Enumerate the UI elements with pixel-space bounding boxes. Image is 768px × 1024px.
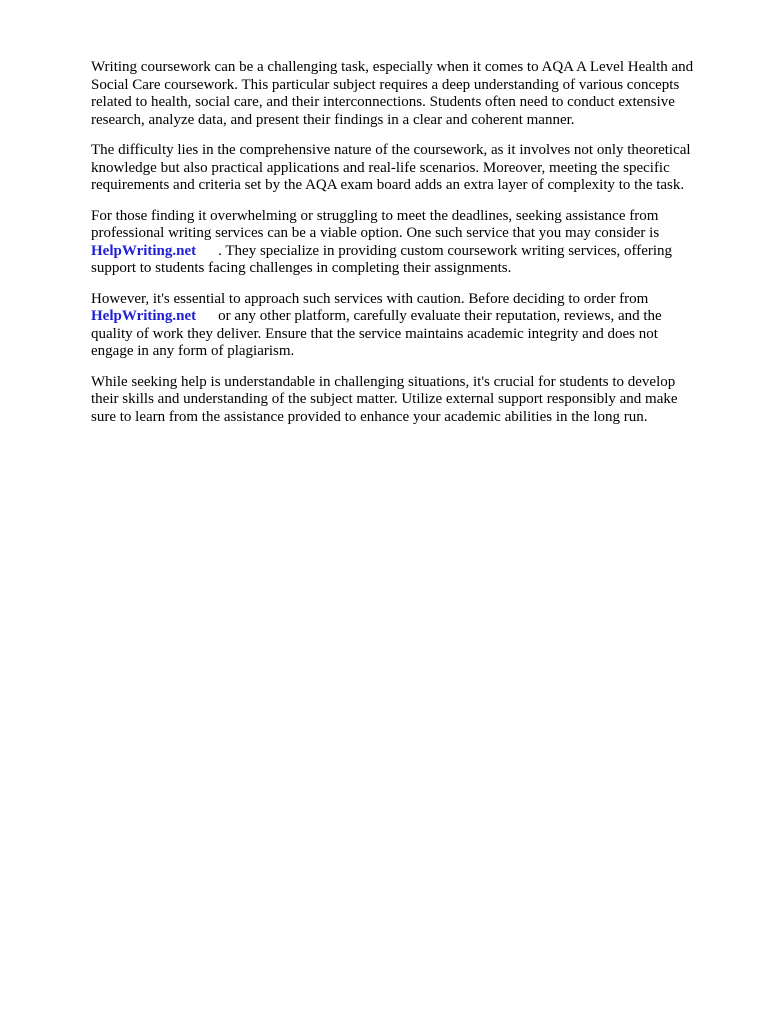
text-line: However, it's essential to approach such services with caution. Before deciding to order from	[91, 290, 649, 307]
helpwriting-link[interactable]: HelpWriting.net	[91, 308, 197, 324]
text-fragment: . They specialize in providing custom coursework writing services, offering	[218, 242, 673, 259]
text-line: engage in any form of plagiarism.	[91, 343, 295, 359]
text-line: support to students facing challenges in completing their assignments.	[91, 260, 512, 276]
text-line: quality of work they deliver. Ensure that the service maintains academic integrity and does not	[91, 325, 658, 342]
text-line-with-link	[91, 243, 731, 261]
text-line: professional writing services can be a viable option. One such service that you may consider is	[91, 225, 660, 241]
helpwriting-link[interactable]: HelpWriting.net	[91, 242, 197, 259]
text-line: their skills and understanding of the subject matter. Utilize external support responsibly and make	[91, 391, 678, 407]
paragraph-difficulty	[91, 142, 731, 195]
text-line: knowledge but also practical applications and real-life scenarios. Moreover, meeting the specific	[91, 159, 670, 176]
paragraph-assistance	[91, 208, 731, 278]
text-line: related to health, social care, and their interconnections. Students often need to conduct extensive	[91, 94, 675, 110]
document-body	[91, 59, 731, 439]
text-line: For those finding it overwhelming or struggling to meet the deadlines, seeking assistance from	[91, 207, 659, 224]
text-line: sure to learn from the assistance provided to enhance your academic abilities in the long run.	[91, 408, 648, 425]
text-line: While seeking help is understandable in challenging situations, it's crucial for students to develop	[91, 373, 676, 390]
paragraph-caution	[91, 291, 731, 361]
paragraph-intro	[91, 59, 731, 129]
text-line: The difficulty lies in the comprehensive nature of the coursework, as it involves not only theoretical	[91, 142, 691, 158]
paragraph-conclusion	[91, 374, 731, 427]
text-line: requirements and criteria set by the AQA exam board adds an extra layer of complexity to the task.	[91, 177, 685, 193]
text-line-with-link	[91, 308, 731, 326]
text-fragment: or any other platform, carefully evaluate their reputation, reviews, and the	[218, 308, 662, 324]
text-line: research, analyze data, and present their findings in a clear and coherent manner.	[91, 111, 575, 128]
text-line: Social Care coursework. This particular subject requires a deep understanding of various concepts	[91, 76, 680, 93]
text-line: Writing coursework can be a challenging task, especially when it comes to AQA A Level Health and	[91, 59, 694, 75]
